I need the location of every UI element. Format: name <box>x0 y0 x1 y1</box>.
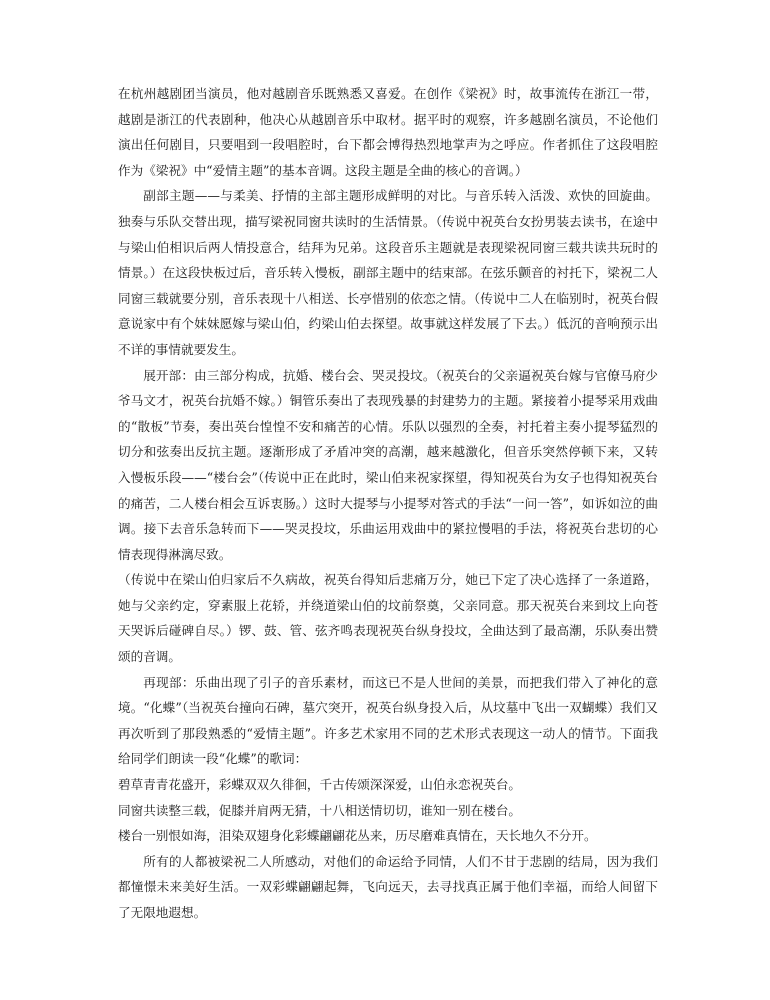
paragraph-3: 展开部：由三部分构成，抗婚、楼台会、哭灵投坟。（祝英台的父亲逼祝英台嫁与官僚马府少爷马文才，祝英台抗婚不嫁。）铜管乐奏出了表现残暴的封建势力的主题。紧接着小提琴采用戏曲的“散板”节奏，奏出英台惶惶不安和痛苦的心情。乐队以强烈的全奏，衬托着主奏小提琴猛烈的切分和弦奏出反抗主题。逐渐形成了矛盾冲突的高潮，越来越激化，但音乐突然停顿下来，又转入慢板乐段——“楼台会”（传说中正在此时，梁山伯来祝家探望，得知祝英台为女子也得知祝英台的痛苦，二人楼台相会互诉衷肠。）这时大提琴与小提琴对答式的手法“一问一答”，如诉如泣的曲调。接下去音乐急转而下——哭灵投坟，乐曲运用戏曲中的紧拉慢唱的手法，将祝英台悲切的心情表现得淋漓尽致。 <box>118 367 658 562</box>
paragraph-4: （传说中在梁山伯归家后不久病故，祝英台得知后悲痛万分，她已下定了决心选择了一条道路，她与父亲约定，穿素服上花轿，并绕道梁山伯的坟前祭奠，父亲同意。那天祝英台来到坟上向苍天哭诉后碰碑自尽。）锣、鼓、管、弦齐鸣表现祝英台纵身投坟，全曲达到了最高潮，乐队奏出赞颂的音调。 <box>118 572 658 665</box>
paragraph-5: 再现部：乐曲出现了引子的音乐素材，而这已不是人世间的美景，而把我们带入了神化的意境。“化蝶”（当祝英台撞向石碑，墓穴突开，祝英台纵身投入后，从坟墓中飞出一双蝴蝶）我们又再次听到了那段熟悉的“爱情主题”。许多艺术家用不同的艺术形式表现这一动人的情节。下面我给同学们朗读一段“化蝶”的歌词： <box>118 674 658 767</box>
paragraph-1: 在杭州越剧团当演员，他对越剧音乐既熟悉又喜爱。在创作《梁祝》时，故事流传在浙江一带，越剧是浙江的代表剧种，他决心从越剧音乐中取材。据平时的观察，许多越剧名演员，不论他们演出任何剧目，只要唱到一段唱腔时，台下都会博得热烈地掌声为之呼应。作者抓住了这段唱腔作为《梁祝》中“爱情主题”的基本音调。这段主题是全曲的核心的音调。） <box>118 86 658 178</box>
lyric-line-2: 同窗共读整三载，促膝并肩两无猜，十八相送情切切，谁知一别在楼台。 <box>118 802 521 818</box>
paragraph-2: 副部主题——与柔美、抒情的主部主题形成鲜明的对比。与音乐转入活泼、欢快的回旋曲。独奏与乐队交替出现，描写梁祝同窗共读时的生活情景。（传说中祝英台女扮男装去读书，在途中与梁山伯相识后两人情投意合，结拜为兄弟。这段音乐主题就是表现梁祝同窗三载共读共玩时的情景。）在这段快板过后，音乐转入慢板，副部主题中的结束部。在弦乐颤音的衬托下，梁祝二人同窗三载就要分别，音乐表现十八相送、长亭惜别的依恋之情。（传说中二人在临别时，祝英台假意说家中有个妹妹愿嫁与梁山伯，约梁山伯去探望。故事就这样发展了下去。）低沉的音响预示出不详的事情就要发生。 <box>118 188 658 357</box>
document-page <box>118 81 658 926</box>
paragraph-6: 所有的人都被梁祝二人所感动，对他们的命运给予同情，人们不甘于悲剧的结局，因为我们都憧憬未来美好生活。一双彩蝶翩翩起舞，飞向远天，去寻找真正属于他们幸福，而给人间留下了无限地遐想。 <box>118 853 658 920</box>
lyric-line-3: 楼台一别恨如海，泪染双翅身化彩蝶翩翩花丛来，历尽磨难真情在，天长地久不分开。 <box>118 828 597 844</box>
lyric-line-1: 碧草青青花盛开，彩蝶双双久徘徊，千古传颂深深爱，山伯永恋祝英台。 <box>118 777 521 793</box>
